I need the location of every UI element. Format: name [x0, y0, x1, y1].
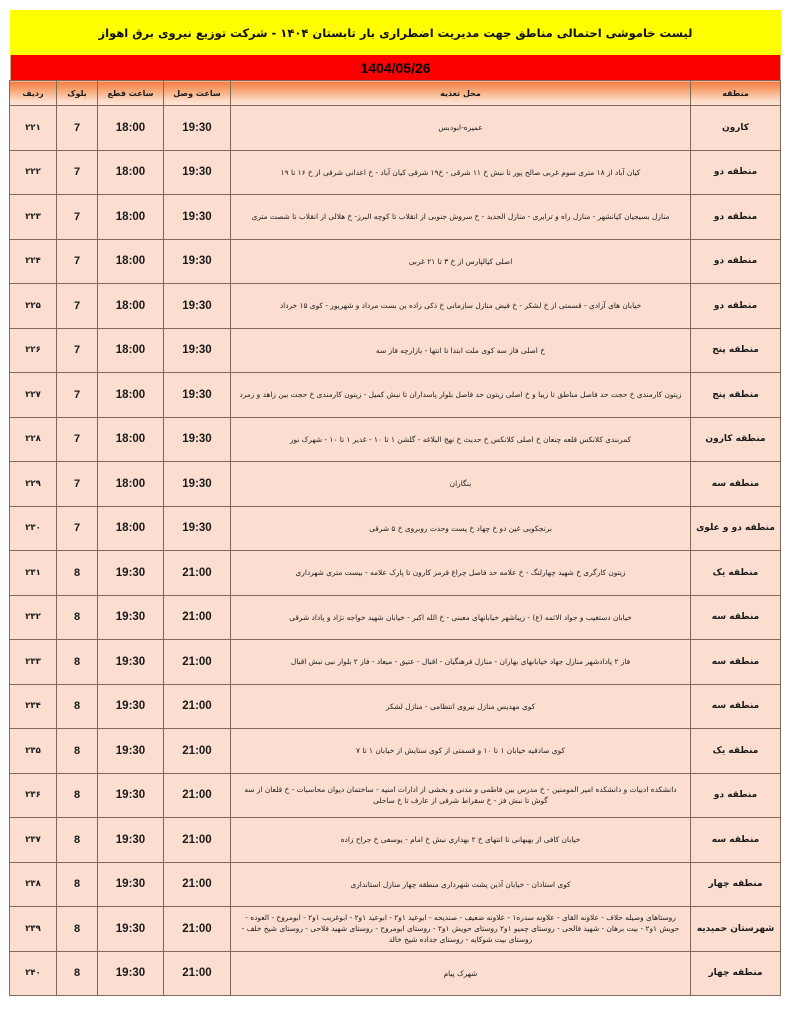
cell-connect-time: 19:30	[164, 506, 231, 551]
cell-location: اصلی کیالپارس از خ ۳ تا ۲۱ غربی	[231, 239, 691, 284]
cell-connect-time: 21:00	[164, 862, 231, 907]
cell-radif: ۲۲۸	[10, 417, 57, 462]
cell-cut-time: 18:00	[98, 328, 164, 373]
cell-location: دانشکده ادبیات و دانشکده امیر المومنین - خ مدرس بین فاطمی و مدنی و بخشی از ادارات امنیه - ساختمان دیوان محاسبات - خ قلعان از سه گوش تا نبش فز - خ سقراط شرقی از عارف تا خ ساحلی	[231, 773, 691, 818]
table-row	[10, 640, 781, 685]
cell-block: 8	[57, 951, 98, 996]
cell-location: عمیره-ابودبس	[231, 106, 691, 151]
cell-location: بنگاران	[231, 462, 691, 507]
cell-block: 8	[57, 773, 98, 818]
cell-cut-time: 18:00	[98, 239, 164, 284]
cell-block: 7	[57, 417, 98, 462]
cell-radif: ۲۳۶	[10, 773, 57, 818]
cell-radif: ۲۳۰	[10, 506, 57, 551]
cell-zone: منطقه سه	[691, 818, 781, 863]
cell-cut-time: 18:00	[98, 462, 164, 507]
column-header-cut-time: ساعت قطع	[98, 81, 164, 106]
cell-block: 8	[57, 551, 98, 596]
cell-location: خیابان کافی از بهبهانی تا انتهای خ ۲ بهداری نبش خ امام - یوسفی خ جراح زاده	[231, 818, 691, 863]
table-row	[10, 595, 781, 640]
table-row	[10, 951, 781, 996]
cell-location: برنجکوبی غین دو خ چهاد خ پست وحدت روبروی خ ۵ شرقی	[231, 506, 691, 551]
table-row	[10, 328, 781, 373]
cell-cut-time: 19:30	[98, 551, 164, 596]
cell-cut-time: 18:00	[98, 195, 164, 240]
schedule-date: 1404/05/26	[360, 59, 431, 76]
table-row	[10, 862, 781, 907]
cell-location: کوی صادقیه خیابان ۱ تا ۱۰ و قسمتی از کوی ستایش از خیابان ۱ تا ۷	[231, 729, 691, 774]
cell-connect-time: 21:00	[164, 951, 231, 996]
table-row	[10, 106, 781, 151]
cell-location: زیتون کارمندی خ حجت حد فاصل مناطق تا زیبا و خ اصلی زیتون حد فاصل بلوار پاسداران تا نبش کمیل - زیتون کارمندی خ حجت بین زاهد و زمرد	[231, 373, 691, 418]
cell-radif: ۲۲۶	[10, 328, 57, 373]
cell-zone: منطقه یک	[691, 551, 781, 596]
cell-radif: ۲۲۱	[10, 106, 57, 151]
cell-block: 7	[57, 150, 98, 195]
cell-location: خیابان دستغیب و جواد الائمه (ع) - زیباشهر خیابانهای معبنی - خ الله اکبر - خیابان شهید خواجه نژاد و پاداد شرقی	[231, 595, 691, 640]
cell-radif: ۲۳۷	[10, 818, 57, 863]
cell-connect-time: 21:00	[164, 640, 231, 685]
column-header-connect-time: ساعت وصل	[164, 81, 231, 106]
cell-location: فاز ۲ پادادشهر منازل جهاد خیابانهای بهاران - منازل فرهنگیان - اقبال - عتیق - میعاد - فاز ۲ بلوار نبی نبش اقبال	[231, 640, 691, 685]
cell-zone: منطقه دو	[691, 284, 781, 329]
cell-block: 8	[57, 862, 98, 907]
table-row	[10, 373, 781, 418]
table-row	[10, 551, 781, 596]
cell-zone: منطقه دو	[691, 773, 781, 818]
cell-connect-time: 19:30	[164, 239, 231, 284]
table-row	[10, 684, 781, 729]
cell-block: 7	[57, 284, 98, 329]
table-row	[10, 284, 781, 329]
table-row	[10, 506, 781, 551]
cell-connect-time: 19:30	[164, 373, 231, 418]
cell-cut-time: 18:00	[98, 284, 164, 329]
cell-zone: شهرستان حمیدیه	[691, 907, 781, 952]
cell-cut-time: 19:30	[98, 818, 164, 863]
table-row	[10, 195, 781, 240]
cell-connect-time: 21:00	[164, 773, 231, 818]
cell-zone: منطقه دو	[691, 195, 781, 240]
cell-block: 7	[57, 239, 98, 284]
cell-zone: منطقه پنج	[691, 328, 781, 373]
cell-radif: ۲۲۹	[10, 462, 57, 507]
cell-zone: منطقه کارون	[691, 417, 781, 462]
cell-block: 8	[57, 818, 98, 863]
cell-connect-time: 21:00	[164, 684, 231, 729]
cell-zone: کارون	[691, 106, 781, 151]
cell-zone: منطقه سه	[691, 595, 781, 640]
table-row	[10, 417, 781, 462]
cell-connect-time: 21:00	[164, 818, 231, 863]
cell-location: خیابان های آزادی - قسمتی از خ لشکر - خ فیض منازل سازمانی خ ذکی زاده بن بست مرداد و شهریور - کوی ۱۵ خرداد	[231, 284, 691, 329]
cell-block: 8	[57, 907, 98, 952]
cell-cut-time: 18:00	[98, 417, 164, 462]
column-header-radif: ردیف	[10, 81, 57, 106]
cell-cut-time: 18:00	[98, 106, 164, 151]
cell-radif: ۲۳۹	[10, 907, 57, 952]
page-title: لیست خاموشی احتمالی مناطق جهت مدیریت اضطراری بار تابستان ۱۴۰۴ - شرکت توزیع نیروی برق اهواز	[98, 25, 693, 40]
cell-connect-time: 21:00	[164, 595, 231, 640]
cell-connect-time: 19:30	[164, 150, 231, 195]
cell-block: 7	[57, 195, 98, 240]
column-header-location: محل تغذیه	[231, 81, 691, 106]
cell-cut-time: 18:00	[98, 506, 164, 551]
cell-radif: ۲۳۴	[10, 684, 57, 729]
cell-radif: ۲۲۲	[10, 150, 57, 195]
title-banner	[10, 10, 781, 55]
cell-location: شهرک پیام	[231, 951, 691, 996]
cell-location: کوی استادان - خیابان آذین پشت شهرداری منطقه چهار منازل استانداری	[231, 862, 691, 907]
cell-radif: ۲۲۵	[10, 284, 57, 329]
table-header-row	[10, 81, 781, 106]
table-header	[10, 81, 781, 106]
table-row	[10, 907, 781, 952]
cell-block: 7	[57, 328, 98, 373]
cell-cut-time: 19:30	[98, 684, 164, 729]
cell-cut-time: 19:30	[98, 951, 164, 996]
cell-cut-time: 19:30	[98, 862, 164, 907]
cell-zone: منطقه سه	[691, 640, 781, 685]
cell-radif: ۲۳۸	[10, 862, 57, 907]
cell-block: 8	[57, 595, 98, 640]
cell-block: 8	[57, 684, 98, 729]
table-row	[10, 150, 781, 195]
table-row	[10, 729, 781, 774]
cell-location: کوی مهدیس منازل نیروی انتظامی - منازل لشکر	[231, 684, 691, 729]
cell-cut-time: 19:30	[98, 640, 164, 685]
cell-connect-time: 19:30	[164, 462, 231, 507]
cell-zone: منطقه چهار	[691, 951, 781, 996]
cell-location: کمربندی کلانکس قلعه چنعان خ اصلی کلانکس خ حدیث خ نهج البلاغه - گلشن ۱ تا ۱۰ - غدیر ۱ تا ۱۰ - شهرک نور	[231, 417, 691, 462]
outage-table	[9, 80, 781, 996]
cell-block: 8	[57, 640, 98, 685]
cell-zone: منطقه دو	[691, 150, 781, 195]
cell-radif: ۲۲۷	[10, 373, 57, 418]
cell-cut-time: 19:30	[98, 729, 164, 774]
cell-zone: منطقه دو و علوی	[691, 506, 781, 551]
cell-cut-time: 19:30	[98, 773, 164, 818]
column-header-zone: منطقه	[691, 81, 781, 106]
table-body	[10, 106, 781, 996]
cell-radif: ۲۲۳	[10, 195, 57, 240]
cell-cut-time: 18:00	[98, 150, 164, 195]
cell-zone: منطقه چهار	[691, 862, 781, 907]
cell-zone: منطقه یک	[691, 729, 781, 774]
cell-radif: ۲۳۲	[10, 595, 57, 640]
cell-connect-time: 19:30	[164, 417, 231, 462]
cell-connect-time: 21:00	[164, 907, 231, 952]
cell-radif: ۲۳۱	[10, 551, 57, 596]
cell-radif: ۲۳۳	[10, 640, 57, 685]
cell-cut-time: 18:00	[98, 373, 164, 418]
cell-connect-time: 19:30	[164, 284, 231, 329]
cell-block: 7	[57, 373, 98, 418]
cell-zone: منطقه پنج	[691, 373, 781, 418]
cell-block: 7	[57, 506, 98, 551]
cell-connect-time: 21:00	[164, 551, 231, 596]
table-row	[10, 462, 781, 507]
cell-connect-time: 19:30	[164, 195, 231, 240]
cell-block: 8	[57, 729, 98, 774]
cell-zone: منطقه سه	[691, 462, 781, 507]
cell-location: روستاهای وصیله حلاف - علاونه القای - علاونه سدره۱ - علاونه ضعیف - صندیحه - ابوعید ۱و۲ - ابوعید ۱و۲ - ابوغریب ۱و۲ - ابومروح - العوده - حویش ۱و۲ - بیت برهان - شهید فالحی - روستای چمیو ۱و۲ روستای حویش ۱و۲ - روستای ابومروح - روستای شهید فلاحی - روستای شیخ خلف - روستای بیت شوکایه - روستای جداده شیخ خالد	[231, 907, 691, 952]
cell-location: منازل بسیجیان کیانشهر - منازل راه و ترابری - منازل الحدید - خ سروش جنوبی از انقلاب تا کوچه البرز- خ هلالی از انقلاب تا شصت متری	[231, 195, 691, 240]
cell-connect-time: 19:30	[164, 328, 231, 373]
cell-block: 7	[57, 462, 98, 507]
cell-block: 7	[57, 106, 98, 151]
cell-location: کیان آباد از ۱۸ متری سوم غربی صالح پور تا نبش خ ۱۱ شرقی - خ۱۹ شرقی کیان آباد - خ اعدانی شرقی از خ ۱۶ تا ۱۹	[231, 150, 691, 195]
date-bar	[10, 55, 781, 80]
cell-connect-time: 19:30	[164, 106, 231, 151]
cell-cut-time: 19:30	[98, 907, 164, 952]
cell-location: زیتون کارگری خ شهید چهارلنگ - خ علامه حد فاصل چراغ قرمز کارون تا پارک علامه - بیست متری شهرداری	[231, 551, 691, 596]
cell-radif: ۲۴۰	[10, 951, 57, 996]
cell-radif: ۲۲۴	[10, 239, 57, 284]
cell-zone: منطقه دو	[691, 239, 781, 284]
cell-cut-time: 19:30	[98, 595, 164, 640]
table-row	[10, 773, 781, 818]
cell-zone: منطقه سه	[691, 684, 781, 729]
column-header-block: بلوک	[57, 81, 98, 106]
cell-connect-time: 21:00	[164, 729, 231, 774]
table-row	[10, 239, 781, 284]
cell-location: خ اصلی فاز سه کوی ملت ابتدا تا انتها - بازارچه فاز سه	[231, 328, 691, 373]
table-row	[10, 818, 781, 863]
cell-radif: ۲۳۵	[10, 729, 57, 774]
